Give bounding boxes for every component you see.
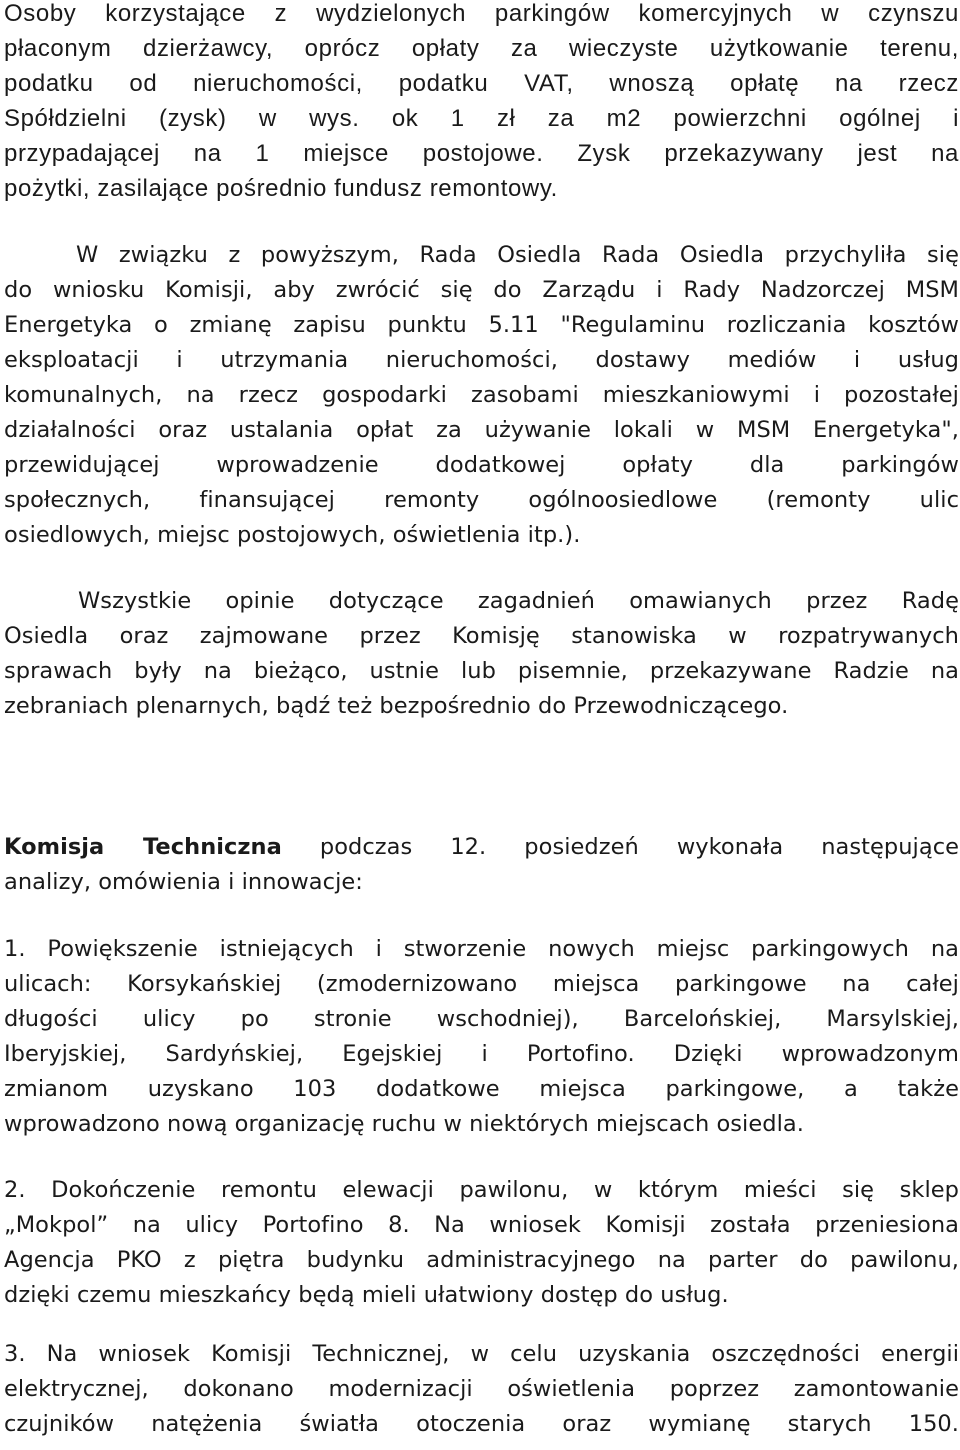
paragraph-parking-fees bbox=[4, 0, 959, 206]
text-line: ulicach: Korsykańskiej (zmodernizowano miejsca parkingowe na całej bbox=[4, 971, 959, 997]
text-line: Agencja PKO z piętra budynku administracyjnego na parter do pawilonu, bbox=[4, 1247, 959, 1273]
text-fragment: podczas 12. posiedzeń wykonała następujące bbox=[319, 834, 960, 860]
text-line: analizy, omówienia i innowacje: bbox=[4, 869, 363, 895]
text-line: przewidującej wprowadzenie dodatkowej opłaty dla parkingów bbox=[4, 452, 959, 478]
text-line: płaconym dzierżawcy, oprócz opłaty za wieczyste użytkowanie terenu, bbox=[4, 35, 959, 62]
paragraph-opinions bbox=[4, 584, 959, 724]
text-line bbox=[4, 830, 959, 865]
text-line: podatku od nieruchomości, podatku VAT, wnoszą opłatę na rzecz bbox=[4, 70, 959, 97]
text-line: 3. Na wniosek Komisji Technicznej, w celu uzyskania oszczędności energii bbox=[4, 1341, 959, 1367]
text-line: Osoby korzystające z wydzielonych parkingów komercyjnych w czynszu bbox=[4, 0, 959, 27]
text-line: Energetyka o zmianę zapisu punktu 5.11 "Regulaminu rozliczania kosztów bbox=[4, 312, 959, 338]
text-line: eksploatacji i utrzymania nieruchomości, dostawy mediów i usług bbox=[4, 347, 959, 373]
text-line: przypadającej na 1 miejsce postojowe. Zysk przekazywany jest na bbox=[4, 140, 959, 167]
text-line: Iberyjskiej, Sardyńskiej, Egejskiej i Portofino. Dzięki wprowadzonym bbox=[4, 1041, 959, 1067]
text-line: elektrycznej, dokonano modernizacji oświetlenia poprzez zamontowanie bbox=[4, 1376, 959, 1402]
text-line: długości ulicy po stronie wschodniej), Barcelońskiej, Marsylskiej, bbox=[4, 1006, 959, 1032]
list-item bbox=[4, 1337, 959, 1442]
text-line: wprowadzono nową organizację ruchu w niektórych miejscach osiedla. bbox=[4, 1111, 804, 1137]
text-line: Osiedla oraz zajmowane przez Komisję stanowiska w rozpatrywanych bbox=[4, 623, 959, 649]
paragraph-technical-commission bbox=[4, 830, 959, 900]
text-line: do wniosku Komisji, aby zwrócić się do Zarządu i Rady Nadzorczej MSM bbox=[4, 277, 959, 303]
text-line: dzięki czemu mieszkańcy będą mieli ułatwiony dostęp do usług. bbox=[4, 1282, 729, 1308]
text-line: osiedlowych, miejsc postojowych, oświetlenia itp.). bbox=[4, 522, 581, 548]
text-line: „Mokpol” na ulicy Portofino 8. Na wniosek Komisji została przeniesiona bbox=[4, 1212, 959, 1238]
text-line: działalności oraz ustalania opłat za używanie lokali w MSM Energetyka", bbox=[4, 417, 959, 443]
text-line: sprawach były na bieżąco, ustnie lub pisemnie, przekazywane Radzie na bbox=[4, 658, 959, 684]
text-line: pożytki, zasilające pośrednio fundusz remontowy. bbox=[4, 175, 558, 202]
text-line: 1. Powiększenie istniejących i stworzenie nowych miejsc parkingowych na bbox=[4, 936, 959, 962]
text-line: czujników natężenia światła otoczenia oraz wymianę starych 150. bbox=[4, 1411, 959, 1437]
paragraph-council-request bbox=[4, 238, 959, 553]
text-line: Wszystkie opinie dotyczące zagadnień omawianych przez Radę bbox=[78, 588, 959, 614]
text-line: 2. Dokończenie remontu elewacji pawilonu, w którym mieści się sklep bbox=[4, 1177, 959, 1203]
text-line: zmianom uzyskano 103 dodatkowe miejsca parkingowe, a także bbox=[4, 1076, 959, 1102]
list-item bbox=[4, 932, 959, 1142]
text-line: W związku z powyższym, Rada Osiedla Rada Osiedla przychyliła się bbox=[76, 242, 959, 268]
section-heading: Komisja Techniczna bbox=[4, 834, 282, 860]
text-line: społecznych, finansującej remonty ogólnoosiedlowe (remonty ulic bbox=[4, 487, 959, 513]
list-item bbox=[4, 1173, 959, 1313]
text-line: komunalnych, na rzecz gospodarki zasobami mieszkaniowymi i pozostałej bbox=[4, 382, 959, 408]
text-line: zebraniach plenarnych, bądź też bezpośrednio do Przewodniczącego. bbox=[4, 693, 789, 719]
text-line: Spółdzielni (zysk) w wys. ok 1 zł za m2 powierzchni ogólnej i bbox=[4, 105, 959, 132]
